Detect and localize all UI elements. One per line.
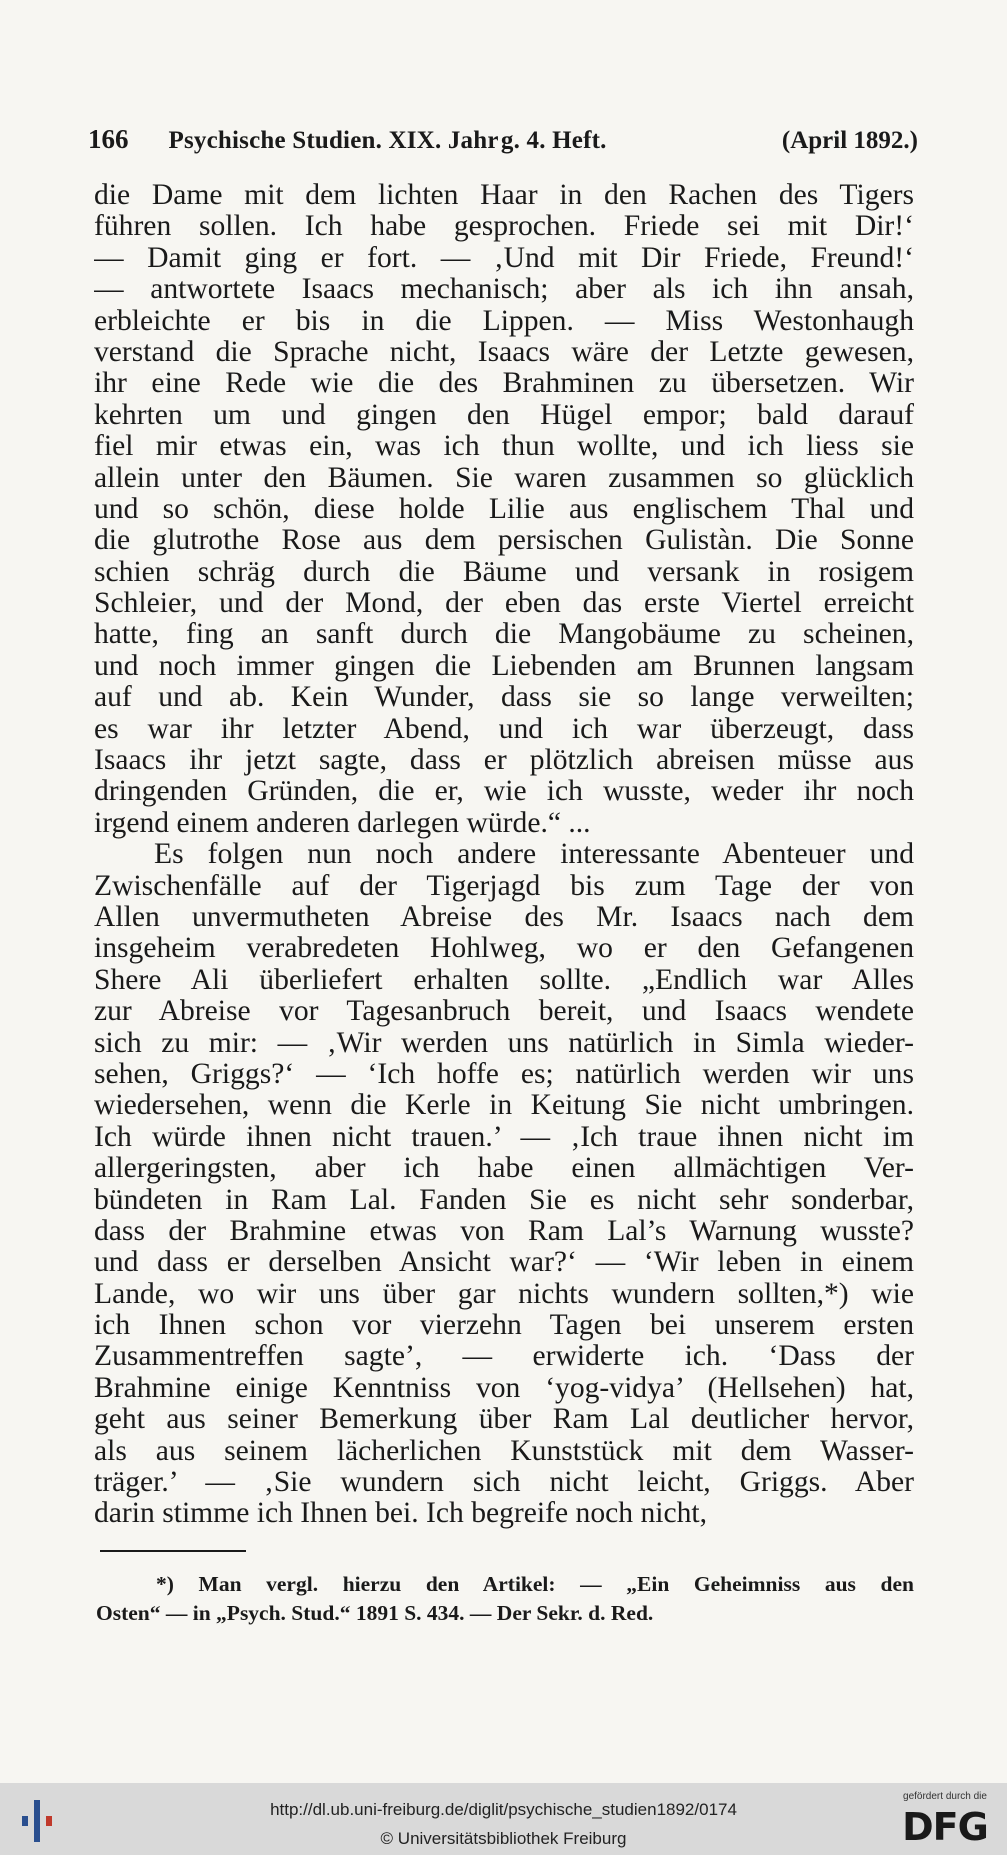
text-line: ihr eine Rede wie die des Brahminen zu übersetzen. Wir	[94, 368, 914, 400]
footnote-divider	[100, 1550, 246, 1552]
text-line: verstand die Sprache nicht, Isaacs wäre der Letzte gewesen,	[94, 336, 914, 368]
issue-date: (April 1892.)	[781, 127, 918, 154]
text-line: sehen, Griggs?‘ — ‘Ich hoffe es; natürlich werden wir uns	[94, 1058, 914, 1090]
running-header	[88, 124, 918, 154]
text-line: es war ihr letzter Abend, und ich war überzeugt, dass	[94, 713, 914, 745]
text-line: führen sollen. Ich habe gesprochen. Friede sei mit Dir!‘	[94, 211, 914, 243]
text-line: — Damit ging er fort. — ‚Und mit Dir Friede, Freund!‘	[94, 242, 914, 274]
copyright-notice: © Universitätsbibliothek Freiburg	[380, 1829, 627, 1848]
text-line: hatte, fing an sanft durch die Mangobäume zu scheinen,	[94, 619, 914, 651]
text-line: geht aus seiner Bemerkung über Ram Lal deutlicher hervor,	[94, 1404, 914, 1436]
text-line: insgeheim verabredeten Hohlweg, wo er den Gefangenen	[94, 933, 914, 965]
dfg-funding-label: gefördert durch die	[903, 1791, 987, 1802]
text-line: Schleier, und der Mond, der eben das erste Viertel erreicht	[94, 588, 914, 620]
text-line: darin stimme ich Ihnen bei. Ich begreife noch nicht,	[94, 1498, 708, 1530]
text-line: Ich würde ihnen nicht trauen.’ — ‚Ich traue ihnen nicht im	[94, 1121, 914, 1153]
text-line: träger.’ — ‚Sie wundern sich nicht leicht, Griggs. Aber	[94, 1467, 914, 1499]
text-line: zur Abreise vor Tagesanbruch bereit, und Isaacs wendete	[94, 996, 914, 1028]
body-text	[94, 180, 914, 1530]
text-line: ich Ihnen schon vor vierzehn Tagen bei unserem ersten	[94, 1310, 914, 1342]
text-line: Lande, wo wir uns über gar nichts wundern sollten,*) wie	[94, 1278, 914, 1310]
text-line: Shere Ali überliefert erhalten sollte. „Endlich war Alles	[94, 964, 914, 996]
text-line: wiedersehen, wenn die Kerle in Keitung Sie nicht umbringen.	[94, 1090, 914, 1122]
text-line: Zwischenfälle auf der Tigerjagd bis zum Tage der von	[94, 870, 914, 902]
text-line: auf und ab. Kein Wunder, dass sie so lange verweilten;	[94, 682, 914, 714]
footnote-line: *) Man vergl. hierzu den Artikel: — „Ein Geheimniss aus den	[156, 1572, 914, 1596]
text-line: und dass er derselben Ansicht war?‘ — ‘Wir leben in einem	[94, 1247, 914, 1279]
text-line: und noch immer gingen die Liebenden am Brunnen langsam	[94, 650, 914, 682]
text-line: kehrten um und gingen den Hügel empor; bald darauf	[94, 399, 914, 431]
text-line: fiel mir etwas ein, was ich thun wollte, und ich liess sie	[94, 431, 914, 463]
dfg-logo: DFG	[902, 1805, 988, 1849]
permalink-url[interactable]: http://dl.ub.uni-freiburg.de/diglit/psychische_studien1892/0174	[270, 1800, 737, 1819]
text-line: schien schräg durch die Bäume und versank in rosigem	[94, 556, 914, 588]
footnote	[96, 1570, 914, 1628]
footnote-line: Osten“ — in „Psych. Stud.“ 1891 S. 434. — Der Sekr. d. Red.	[96, 1601, 654, 1625]
text-line: als aus seinem lächerlichen Kunststück mit dem Wasser-	[94, 1435, 914, 1467]
text-line: Isaacs ihr jetzt sagte, dass er plötzlich abreisen müsse aus	[94, 745, 914, 777]
text-line: Allen unvermutheten Abreise des Mr. Isaacs nach dem	[94, 901, 914, 933]
text-line: irgend einem anderen darlegen würde.“ ...	[94, 807, 591, 839]
text-line: dass der Brahmine etwas von Ram Lal’s Warnung wusste?	[94, 1215, 914, 1247]
text-line: erbleichte er bis in die Lippen. — Miss Westonhaugh	[94, 305, 914, 337]
text-line: allein unter den Bäumen. Sie waren zusammen so glücklich	[94, 462, 914, 494]
text-line: die glutrothe Rose aus dem persischen Gulistàn. Die Sonne	[94, 525, 914, 557]
page-number: 166	[88, 124, 129, 154]
text-line: Zusammentreffen sagte’, — erwiderte ich. ‘Dass der	[94, 1341, 914, 1373]
text-line: die Dame mit dem lichten Haar in den Rachen des Tigers	[94, 180, 914, 211]
text-line: allergeringsten, aber ich habe einen allmächtigen Ver-	[94, 1153, 914, 1185]
text-line: Brahmine einige Kenntniss von ‘yog-vidya’ (Hellsehen) hat,	[94, 1372, 914, 1404]
text-line: dringenden Gründen, die er, wie ich wusste, weder ihr noch	[94, 776, 914, 808]
text-line: und so schön, diese holde Lilie aus englischem Thal und	[94, 493, 914, 525]
text-line: — antwortete Isaacs mechanisch; aber als ich ihn ansah,	[94, 274, 914, 306]
text-line: sich zu mir: — ‚Wir werden uns natürlich in Simla wieder-	[94, 1027, 914, 1059]
journal-title: Psychische Studien. XIX. Jahr g. 4. Heft.	[168, 127, 607, 154]
text-line: bündeten in Ram Lal. Fanden Sie es nicht sehr sonderbar,	[94, 1184, 914, 1216]
text-line: Es folgen nun noch andere interessante Abenteuer und	[154, 839, 914, 871]
